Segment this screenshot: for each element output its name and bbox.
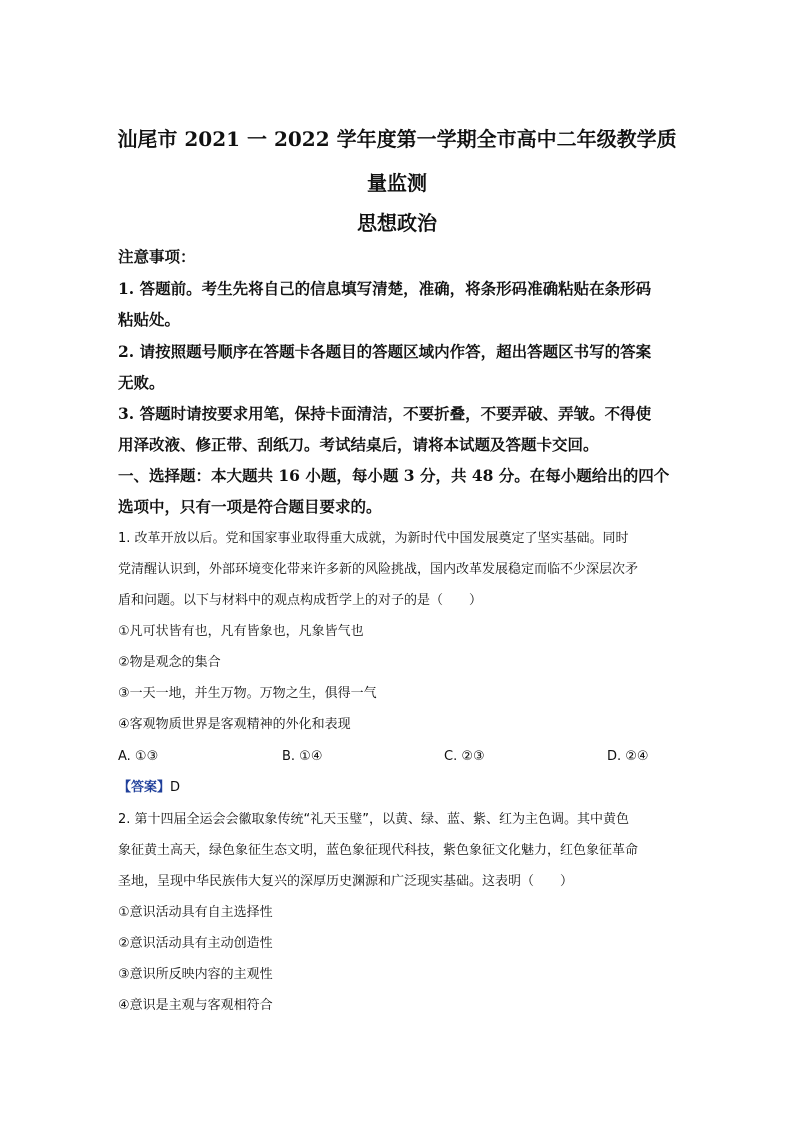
notice-line-2: 粘贴处。 [118,310,181,329]
q1-stem-line-1: 1. 改革开放以后。党和国家事业取得重大成就，为新时代中国发展奠定了坚实基础。同时 [118,531,629,546]
q2-item-1: ①意识活动具有自主选择性 [118,905,273,920]
q1-option-b: B. ①④ [282,749,323,764]
answer-label: 【答案】 [118,780,171,795]
q1-option-c: C. ②③ [444,749,485,764]
q1-answer [118,779,180,797]
exam-title-line-2: 量监测 [367,171,427,195]
q2-item-4: ④意识是主观与客观相符合 [118,998,273,1013]
q2-stem-line-1: 2. 第十四届全运会会徽取象传统“礼天玉璧”，以黄、绿、蓝、紫、红为主色调。其中黄色 [118,812,630,827]
notice-line-3: 2. 请按照题号顺序在答题卡各题目的答题区域内作答，超出答题区书写的答案 [118,342,652,361]
exam-subject: 思想政治 [357,211,437,235]
notice-line-1: 1. 答题前。考生先将自己的信息填写清楚，准确，将条形码准确粘贴在条形码 [118,279,652,298]
q1-stem-line-2: 党清醒认识到，外部环境变化带来许多新的风险挑战，国内改革发展稳定而临不少深层次矛 [118,562,639,577]
q1-stem-line-3: 盾和问题。以下与材料中的观点构成哲学上的对子的是（ ） [118,593,483,608]
q1-item-3: ③一天一地，并生万物。万物之生，俱得一气 [118,686,377,701]
exam-title-line-1: 汕尾市 2021 一 2022 学年度第一学期全市高中二年级教学质 [117,127,677,151]
q1-item-2: ②物是观念的集合 [118,655,221,670]
q1-item-4: ④客观物质世界是客观精神的外化和表现 [118,717,351,732]
notice-line-5: 3. 答题时请按要求用笔，保持卡面清洁，不要折叠，不要弄破、弄皱。不得使 [118,404,652,423]
q1-option-d: D. ②④ [607,749,649,764]
section-heading-line-1: 一、选择题：本大题共 16 小题，每小题 3 分，共 48 分。在每小题给出的四个 [118,466,670,485]
answer-value: D [170,780,181,795]
q2-item-2: ②意识活动具有主动创造性 [118,936,273,951]
q2-stem-line-3: 圣地，呈现中华民族伟大复兴的深厚历史渊源和广泛现实基础。这表明（ ） [118,874,574,889]
q2-item-3: ③意识所反映内容的主观性 [118,967,273,982]
q1-option-a: A. ①③ [118,749,159,764]
section-heading-line-2: 选项中，只有一项是符合题目要求的。 [118,497,382,516]
q2-stem-line-2: 象征黄土高天，绿色象征生态文明，蓝色象征现代科技，紫色象征文化魅力，红色象征革命 [118,843,639,858]
q1-item-1: ①凡可状皆有也，凡有皆象也，凡象皆气也 [118,624,364,639]
notice-line-6: 用泽改液、修正带、刮纸刀。考试结桌后，请将本试题及答题卡交回。 [118,435,599,454]
notice-heading: 注意事项： [118,247,196,266]
notice-line-4: 无败。 [118,373,165,392]
